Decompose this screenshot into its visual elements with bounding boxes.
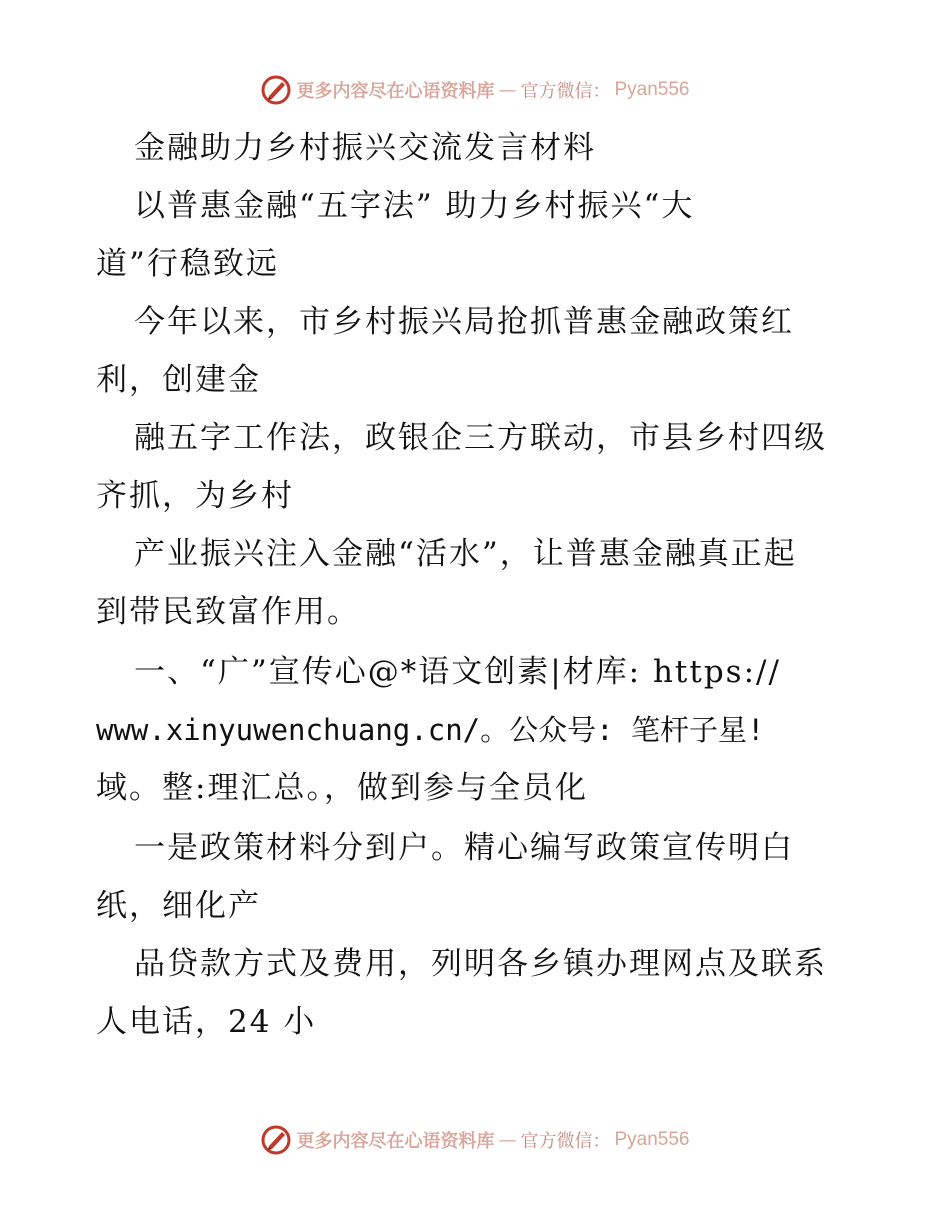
paragraph-3-line-2: 到带民致富作用。 bbox=[96, 594, 360, 630]
header-watermark-banner bbox=[0, 70, 950, 110]
section-1-heading-line-2: www.xinyuwenchuang.cn/。公众号: 笔杆子星! bbox=[96, 713, 765, 747]
paragraph-4-line-2: 纸，细化产 bbox=[96, 888, 261, 924]
brand-logo-icon bbox=[260, 74, 292, 106]
section-1-heading-line-3: 域。整:理汇总。，做到参与全员化 bbox=[96, 770, 588, 806]
watermark-wechat-id: Pyan556 bbox=[614, 79, 690, 100]
section-1-heading-line-1: 一、“广”宣传心@*语文创素|材库: https:// bbox=[134, 654, 781, 690]
paragraph-1-line-1: 今年以来，市乡村振兴局抢抓普惠金融政策红 bbox=[134, 304, 794, 340]
watermark-slogan: 更多内容尽在心语资料库 bbox=[296, 1131, 495, 1152]
watermark-wechat-id: Pyan556 bbox=[614, 1129, 690, 1150]
watermark-dash: — bbox=[498, 1129, 517, 1151]
paragraph-3-line-1: 产业振兴注入金融“活水”，让普惠金融真正起 bbox=[134, 536, 797, 572]
paragraph-2-line-2: 齐抓，为乡村 bbox=[96, 478, 294, 514]
watermark-slogan: 更多内容尽在心语资料库 bbox=[296, 81, 495, 102]
paragraph-5-line-1: 品贷款方式及费用，列明各乡镇办理网点及联系 bbox=[134, 946, 827, 982]
paragraph-4-line-1: 一是政策材料分到户。精心编写政策宣传明白 bbox=[134, 830, 794, 866]
paragraph-1-line-2: 利，创建金 bbox=[96, 362, 261, 398]
brand-logo-icon bbox=[260, 1124, 292, 1156]
paragraph-2-line-1: 融五字工作法，政银企三方联动，市县乡村四级 bbox=[134, 420, 827, 456]
watermark-wechat-label: 官方微信： bbox=[520, 1131, 611, 1152]
paragraph-5-line-2: 人电话，24 小 bbox=[96, 1004, 317, 1040]
document-subtitle-line-1: 以普惠金融“五字法” 助力乡村振兴“大 bbox=[134, 188, 695, 224]
document-subtitle-line-2: 道”行稳致远 bbox=[96, 246, 279, 282]
watermark-dash: — bbox=[498, 79, 517, 101]
watermark-wechat-label: 官方微信： bbox=[520, 81, 611, 102]
document-title: 金融助力乡村振兴交流发言材料 bbox=[134, 130, 596, 166]
footer-watermark-banner bbox=[0, 1120, 950, 1160]
